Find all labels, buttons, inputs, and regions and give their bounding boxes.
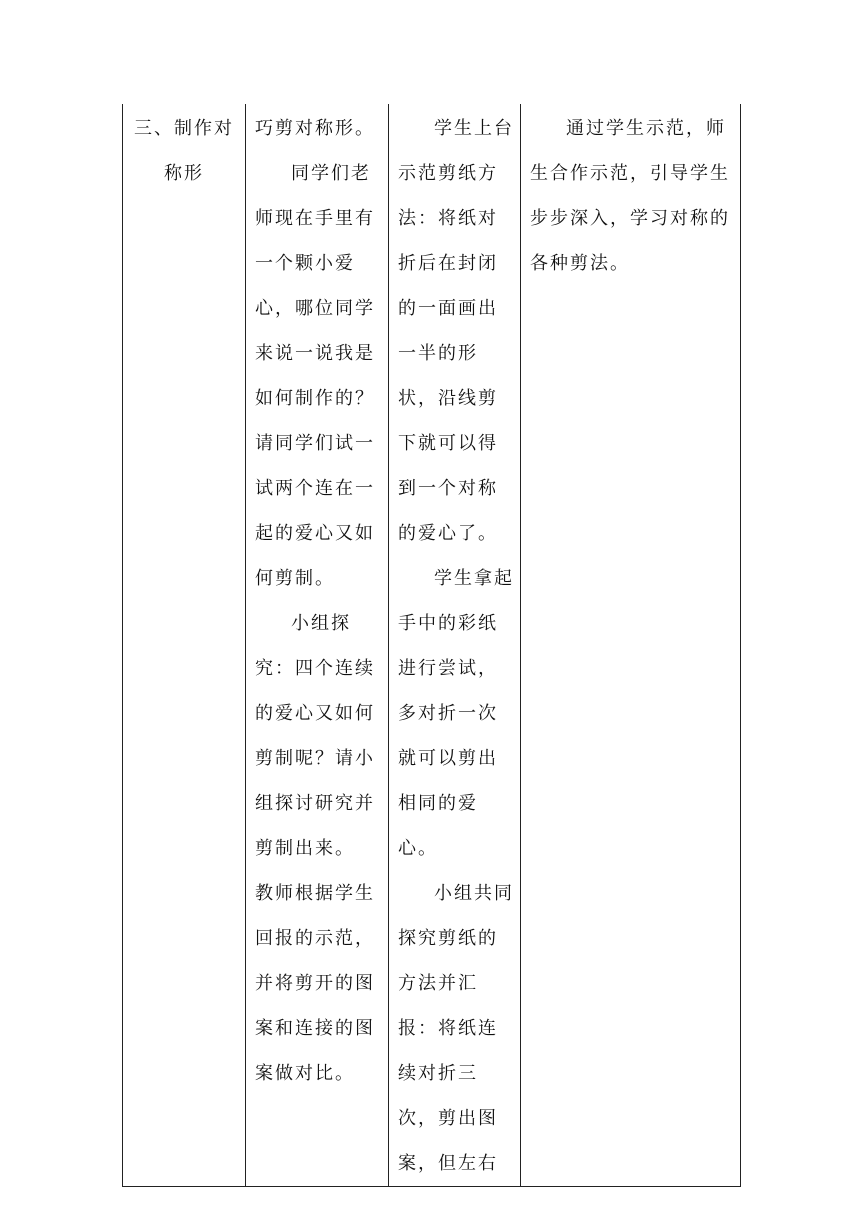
teacher-paragraph: 巧剪对称形。 <box>255 118 375 139</box>
student-paragraph: 小组共同探究剪纸的方法并汇报：将纸连续对折三次，剪出图案，但左右 <box>398 883 514 1174</box>
stage-title: 三、制作对称形 <box>134 118 234 184</box>
teacher-paragraph: 同学们老师现在手里有一个颗小爱心，哪位同学来说一说我是如何制作的？请同学们试一试两个连在一起的爱心又如何剪制。 <box>255 163 375 589</box>
student-paragraph: 学生拿起手中的彩纸进行尝试，多对折一次就可以剪出相同的爱心。 <box>398 568 514 859</box>
design-intent-paragraph: 通过学生示范，师生合作示范，引导学生步步深入，学习对称的各种剪法。 <box>530 118 730 274</box>
student-activity-text <box>389 106 520 1186</box>
student-paragraph: 学生上台示范剪纸方法：将纸对折后在封闭的一面画出一半的形状，沿线剪下就可以得到一个对称的爱心了。 <box>398 118 514 544</box>
design-intent-text <box>521 106 740 286</box>
lesson-plan-table <box>122 104 741 1187</box>
design-intent-cell <box>521 104 741 1187</box>
teacher-paragraph: 小组探究：四个连续的爱心又如何剪制呢？请小组探讨研究并剪制出来。 <box>255 613 375 859</box>
teacher-activity-cell <box>246 104 389 1187</box>
stage-cell <box>123 104 246 1187</box>
teacher-activity-text <box>246 106 388 1096</box>
teacher-paragraph: 教师根据学生回报的示范，并将剪开的图案和连接的图案做对比。 <box>255 883 375 1084</box>
student-activity-cell <box>389 104 521 1187</box>
table-row <box>123 104 741 1187</box>
